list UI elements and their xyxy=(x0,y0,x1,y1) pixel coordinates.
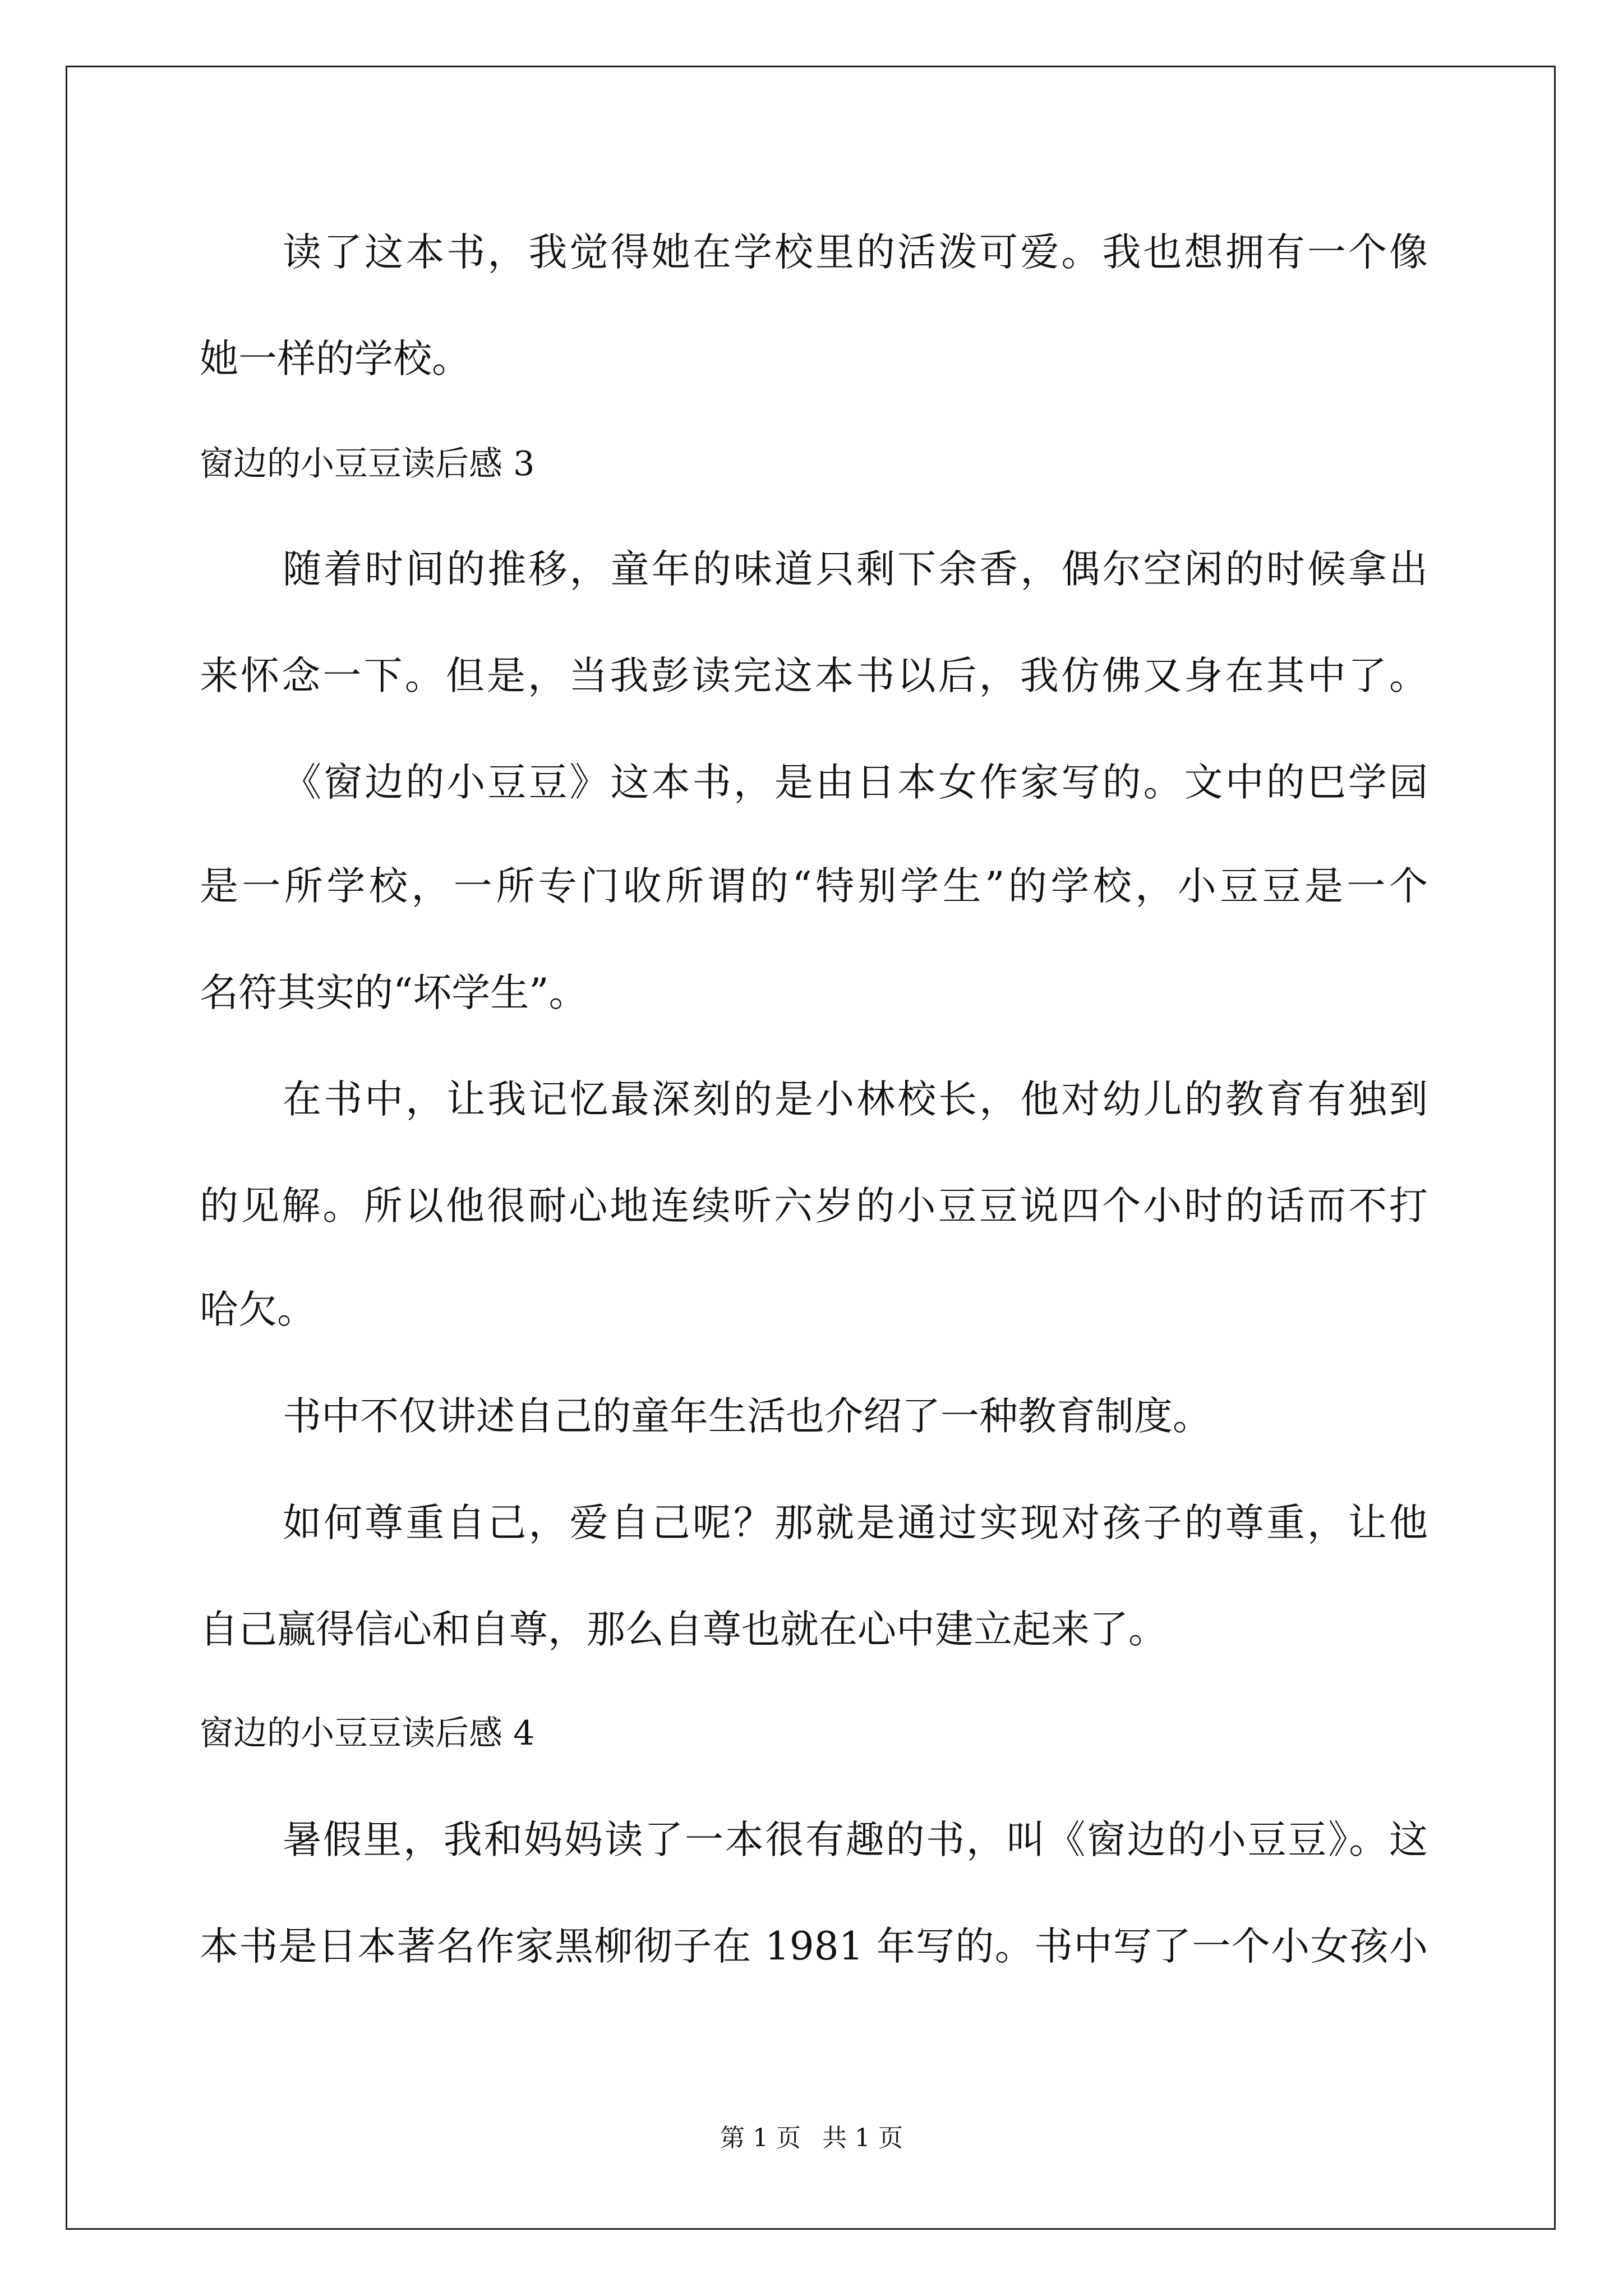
text-line: 随着时间的推移，童年的味道只剩下余香，偶尔空闲的时候拿出 xyxy=(283,547,1428,592)
page-border xyxy=(66,66,1556,2230)
text-line: 暑假里，我和妈妈读了一本很有趣的书，叫《窗边的小豆豆》。这 xyxy=(283,1818,1428,1862)
text-line: 在书中，让我记忆最深刻的是小林校长，他对幼儿的教育有独到 xyxy=(283,1077,1428,1122)
text-line: 来怀念一下。但是，当我彭读完这本书以后，我仿佛又身在其中了。 xyxy=(200,654,1428,698)
text-line: 《窗边的小豆豆》这本书，是由日本女作家写的。文中的巴学园 xyxy=(283,760,1428,805)
text-line: 书中不仅讲述自己的童年生活也介绍了一种教育制度。 xyxy=(283,1394,1211,1439)
text-line: 如何尊重自己，爱自己呢？那就是通过实现对孩子的尊重，让他 xyxy=(283,1501,1428,1545)
section-heading: 窗边的小豆豆读后感 4 xyxy=(200,1714,535,1753)
text-line: 的见解。所以他很耐心地连续听六岁的小豆豆说四个小时的话而不打 xyxy=(200,1184,1428,1228)
text-line: 她一样的学校。 xyxy=(200,337,471,381)
text-line: 名符其实的“坏学生”。 xyxy=(200,970,588,1015)
text-line: 自己赢得信心和自尊，那么自尊也就在心中建立起来了。 xyxy=(200,1607,1167,1652)
text-line: 是一所学校，一所专门收所谓的“特别学生”的学校，小豆豆是一个 xyxy=(200,864,1428,909)
page-total: 共 1 页 xyxy=(822,2124,903,2152)
text-line: 读了这本书，我觉得她在学校里的活泼可爱。我也想拥有一个像 xyxy=(283,230,1428,275)
text-line: 本书是日本著名作家黑柳彻子在 1981 年写的。书中写了一个小女孩小 xyxy=(200,1924,1428,1969)
section-heading: 窗边的小豆豆读后感 3 xyxy=(200,444,535,484)
page-footer xyxy=(0,2122,1623,2155)
text-line: 哈欠。 xyxy=(200,1287,316,1332)
page-number: 第 1 页 xyxy=(720,2124,801,2152)
